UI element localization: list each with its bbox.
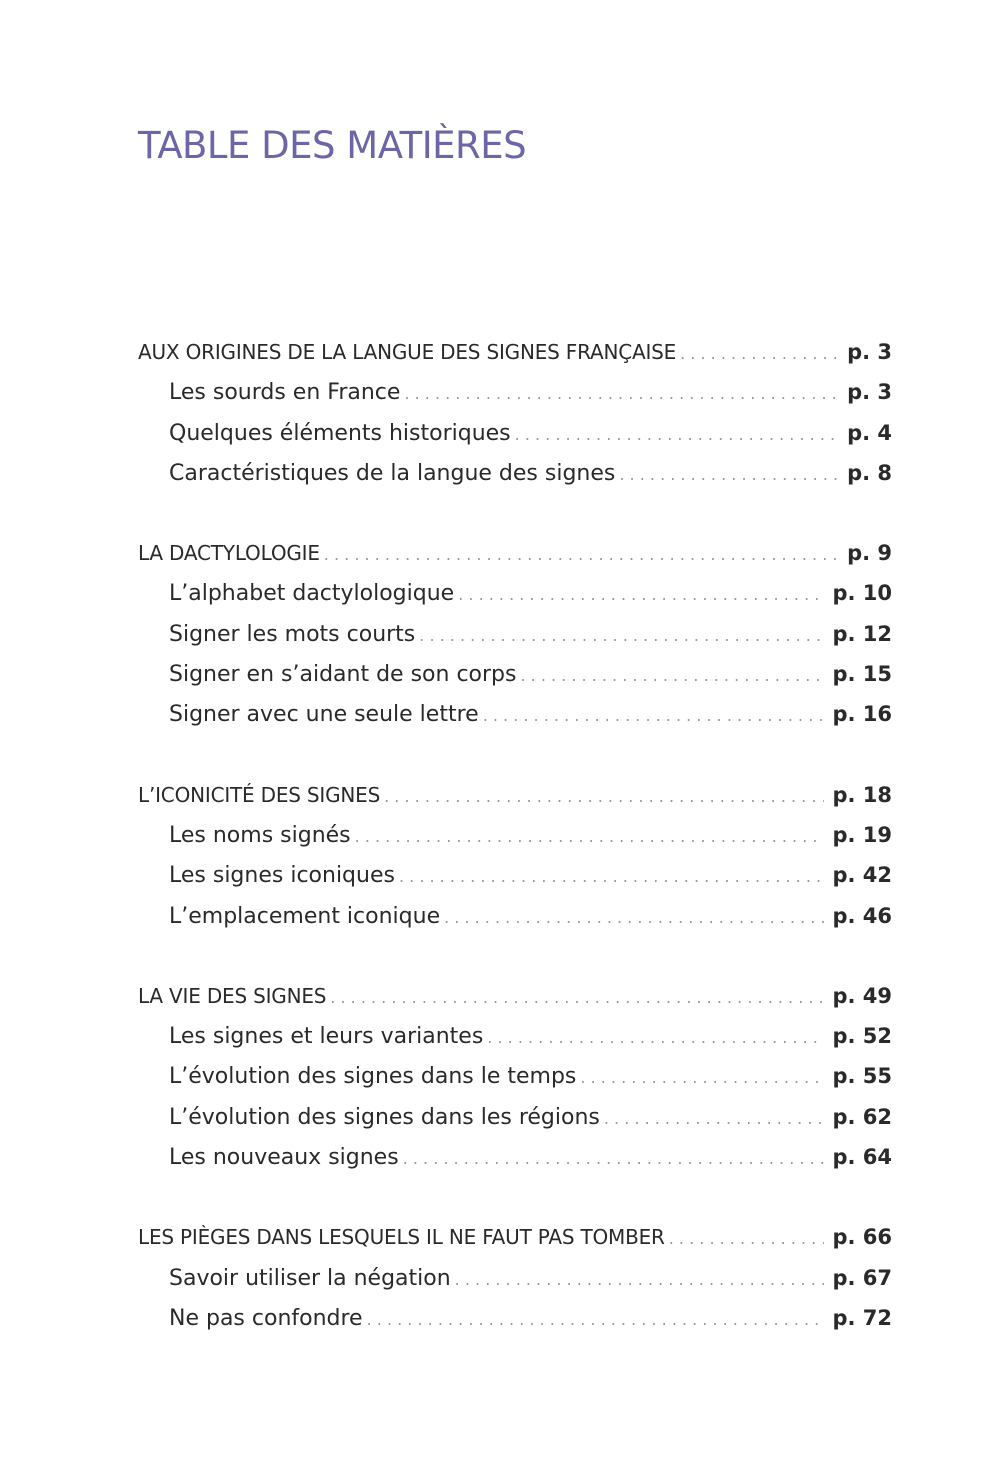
dot-leader (399, 857, 824, 897)
toc-entry[interactable] (138, 413, 892, 453)
toc-page-number: p. 4 (847, 420, 892, 445)
toc-section-pieges (138, 1217, 892, 1338)
toc-entry-label: L’ICONICITÉ DES SIGNES (138, 782, 381, 807)
toc-entry-label: L’évolution des signes dans le temps (169, 1064, 577, 1090)
toc-page-number: p. 10 (832, 581, 892, 606)
toc-page-number: p. 62 (832, 1104, 892, 1129)
toc-entry[interactable] (138, 654, 892, 694)
toc-page-number: p. 19 (832, 822, 892, 847)
dot-leader (604, 1099, 825, 1139)
dot-leader (367, 1300, 825, 1340)
toc-entry[interactable] (138, 1258, 892, 1298)
toc-page-number: p. 52 (832, 1024, 892, 1049)
toc-entry-chapter[interactable] (138, 533, 892, 573)
dot-leader (455, 1260, 825, 1300)
toc-entry-label: Les sourds en France (169, 380, 401, 406)
toc-entry[interactable] (138, 1016, 892, 1056)
toc-page-number: p. 64 (832, 1145, 892, 1170)
toc-entry-label: LES PIÈGES DANS LESQUELS IL NE FAUT PAS TOMBER (138, 1225, 665, 1250)
dot-leader (580, 1058, 824, 1098)
dot-leader (444, 898, 824, 938)
toc-entry-label: L’emplacement iconique (169, 903, 441, 929)
toc-section-origines (138, 332, 892, 493)
toc-entry[interactable] (138, 1056, 892, 1096)
toc-entry-label: Signer avec une seule lettre (169, 702, 479, 728)
dot-leader (458, 575, 824, 615)
toc-entry-label: AUX ORIGINES DE LA LANGUE DES SIGNES FRANÇAISE (138, 340, 677, 364)
toc-page-number: p. 8 (847, 460, 892, 485)
toc-page-number: p. 49 (832, 983, 892, 1008)
toc-entry[interactable] (138, 372, 892, 412)
page-title: TABLE DES MATIÈRES (138, 124, 527, 167)
toc-entry-label: Signer en s’aidant de son corps (169, 662, 517, 688)
toc-page-number: p. 15 (832, 662, 892, 687)
toc-entry-label: LA VIE DES SIGNES (138, 983, 327, 1008)
toc-entry[interactable] (138, 1298, 892, 1338)
dot-leader (520, 656, 824, 696)
toc-entry[interactable] (138, 896, 892, 936)
toc-entry[interactable] (138, 1097, 892, 1137)
dot-leader (324, 535, 839, 575)
toc-section-vie-des-signes (138, 976, 892, 1177)
toc-entry[interactable] (138, 453, 892, 493)
table-of-contents (138, 332, 892, 1378)
toc-entry-label: Les signes et leurs variantes (169, 1024, 484, 1050)
toc-page-number: p. 55 (832, 1064, 892, 1089)
dot-leader (355, 817, 825, 857)
toc-entry[interactable] (138, 855, 892, 895)
toc-entry-chapter[interactable] (138, 775, 892, 815)
toc-entry-label: Quelques éléments historiques (169, 420, 511, 446)
toc-entry-label: L’évolution des signes dans les régions (169, 1104, 600, 1130)
toc-page-number: p. 72 (832, 1305, 892, 1330)
toc-page-number: p. 9 (847, 541, 892, 566)
toc-entry[interactable] (138, 573, 892, 613)
toc-page-number: p. 46 (832, 903, 892, 928)
dot-leader (680, 334, 839, 374)
toc-entry[interactable] (138, 614, 892, 654)
toc-entry-chapter[interactable] (138, 1217, 892, 1257)
dot-leader (487, 1018, 824, 1058)
toc-section-dactylologie (138, 533, 892, 734)
toc-entry[interactable] (138, 815, 892, 855)
toc-page-number: p. 42 (832, 863, 892, 888)
toc-entry-label: L’alphabet dactylologique (169, 581, 455, 607)
toc-entry-label: Les nouveaux signes (169, 1145, 399, 1171)
toc-section-iconicite (138, 775, 892, 936)
dot-leader (403, 1139, 825, 1179)
toc-page-number: p. 3 (847, 380, 892, 405)
toc-entry-label: Ne pas confondre (169, 1305, 363, 1331)
toc-page-number: p. 66 (832, 1225, 892, 1250)
toc-page-number: p. 3 (847, 340, 892, 364)
toc-entry-label: LA DACTYLOLOGIE (138, 541, 320, 566)
dot-leader (330, 978, 824, 1018)
toc-entry-chapter[interactable] (138, 976, 892, 1016)
dot-leader (404, 374, 839, 414)
toc-entry-label: Les signes iconiques (169, 863, 395, 889)
toc-entry-label: Les noms signés (169, 822, 351, 848)
toc-entry-label: Savoir utiliser la négation (169, 1265, 451, 1291)
toc-page-number: p. 16 (832, 702, 892, 727)
toc-entry[interactable] (138, 694, 892, 734)
toc-entry[interactable] (138, 1137, 892, 1177)
toc-entry-chapter[interactable] (138, 332, 892, 372)
dot-leader (483, 696, 825, 736)
toc-entry-label: Caractéristiques de la langue des signes (169, 460, 616, 486)
dot-leader (669, 1219, 825, 1259)
toc-page-number: p. 12 (832, 621, 892, 646)
toc-entry-label: Signer les mots courts (169, 621, 416, 647)
toc-page-number: p. 67 (832, 1265, 892, 1290)
dot-leader (384, 777, 824, 817)
dot-leader (619, 455, 839, 495)
dot-leader (515, 415, 839, 455)
dot-leader (419, 616, 824, 656)
toc-page-number: p. 18 (832, 782, 892, 807)
